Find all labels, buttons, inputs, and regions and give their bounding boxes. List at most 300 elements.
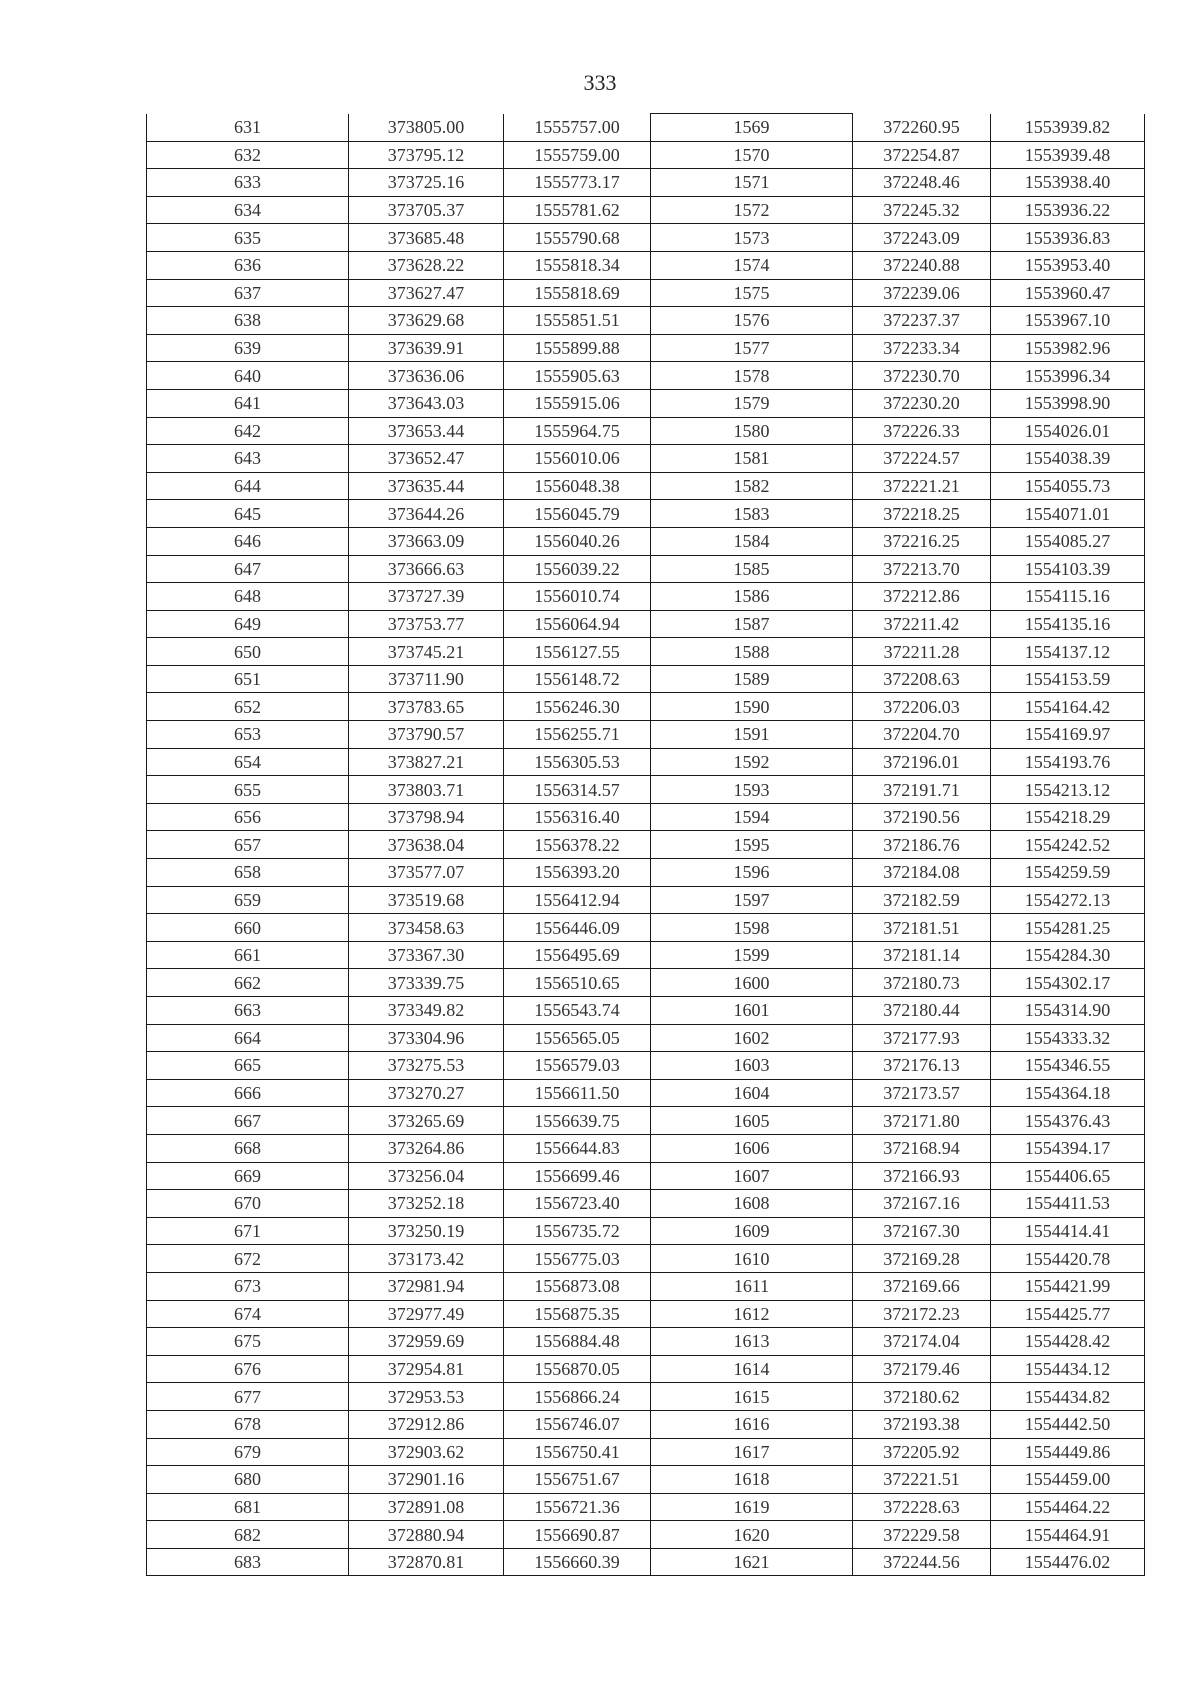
table-row (147, 748, 1145, 776)
y-coordinate-left: 1556064.94 (504, 610, 651, 638)
x-coordinate-left: 373685.48 (349, 224, 504, 252)
y-coordinate-right: 1554394.17 (991, 1134, 1145, 1162)
x-coordinate-right: 372167.16 (853, 1190, 991, 1218)
x-coordinate-left: 373798.94 (349, 803, 504, 831)
y-coordinate-left: 1555781.62 (504, 196, 651, 224)
y-coordinate-left: 1556660.39 (504, 1548, 651, 1576)
y-coordinate-right: 1554459.00 (991, 1466, 1145, 1494)
x-coordinate-right: 372221.21 (853, 472, 991, 500)
y-coordinate-right: 1554115.16 (991, 583, 1145, 611)
x-coordinate-left: 373635.44 (349, 472, 504, 500)
y-coordinate-right: 1554026.01 (991, 417, 1145, 445)
y-coordinate-right: 1553936.83 (991, 224, 1145, 252)
point-number-left: 671 (147, 1217, 349, 1245)
table-row (147, 500, 1145, 528)
x-coordinate-right: 372182.59 (853, 886, 991, 914)
point-number-left: 672 (147, 1245, 349, 1273)
table-row (147, 886, 1145, 914)
point-number-right: 1610 (651, 1245, 853, 1273)
point-number-right: 1613 (651, 1328, 853, 1356)
table-row (147, 417, 1145, 445)
table-row (147, 1466, 1145, 1494)
y-coordinate-left: 1556884.48 (504, 1328, 651, 1356)
point-number-left: 667 (147, 1107, 349, 1135)
point-number-left: 656 (147, 803, 349, 831)
x-coordinate-right: 372248.46 (853, 169, 991, 197)
y-coordinate-left: 1556751.67 (504, 1466, 651, 1494)
x-coordinate-right: 372181.51 (853, 914, 991, 942)
x-coordinate-right: 372205.92 (853, 1438, 991, 1466)
y-coordinate-right: 1554169.97 (991, 721, 1145, 749)
x-coordinate-right: 372206.03 (853, 693, 991, 721)
x-coordinate-left: 372953.53 (349, 1383, 504, 1411)
x-coordinate-right: 372230.70 (853, 362, 991, 390)
y-coordinate-right: 1553960.47 (991, 279, 1145, 307)
point-number-left: 651 (147, 665, 349, 693)
y-coordinate-left: 1556775.03 (504, 1245, 651, 1273)
y-coordinate-left: 1556565.05 (504, 1024, 651, 1052)
point-number-right: 1573 (651, 224, 853, 252)
y-coordinate-right: 1554071.01 (991, 500, 1145, 528)
point-number-right: 1616 (651, 1410, 853, 1438)
y-coordinate-left: 1556644.83 (504, 1134, 651, 1162)
point-number-right: 1599 (651, 941, 853, 969)
y-coordinate-left: 1556246.30 (504, 693, 651, 721)
x-coordinate-left: 373636.06 (349, 362, 504, 390)
x-coordinate-left: 372870.81 (349, 1548, 504, 1576)
point-number-left: 677 (147, 1383, 349, 1411)
x-coordinate-right: 372180.73 (853, 969, 991, 997)
y-coordinate-right: 1554193.76 (991, 748, 1145, 776)
x-coordinate-right: 372212.86 (853, 583, 991, 611)
point-number-left: 645 (147, 500, 349, 528)
x-coordinate-left: 372903.62 (349, 1438, 504, 1466)
table-row (147, 389, 1145, 417)
point-number-right: 1576 (651, 307, 853, 335)
y-coordinate-right: 1554314.90 (991, 997, 1145, 1025)
x-coordinate-right: 372169.28 (853, 1245, 991, 1273)
y-coordinate-right: 1554428.42 (991, 1328, 1145, 1356)
y-coordinate-left: 1556870.05 (504, 1355, 651, 1383)
x-coordinate-right: 372228.63 (853, 1493, 991, 1521)
x-coordinate-right: 372171.80 (853, 1107, 991, 1135)
point-number-left: 639 (147, 334, 349, 362)
x-coordinate-right: 372240.88 (853, 251, 991, 279)
x-coordinate-left: 373577.07 (349, 859, 504, 887)
y-coordinate-left: 1555915.06 (504, 389, 651, 417)
table-row (147, 1355, 1145, 1383)
y-coordinate-right: 1554284.30 (991, 941, 1145, 969)
point-number-left: 635 (147, 224, 349, 252)
y-coordinate-left: 1556446.09 (504, 914, 651, 942)
point-number-right: 1603 (651, 1052, 853, 1080)
point-number-right: 1581 (651, 445, 853, 473)
point-number-right: 1580 (651, 417, 853, 445)
table-row (147, 1438, 1145, 1466)
x-coordinate-left: 373629.68 (349, 307, 504, 335)
x-coordinate-left: 373628.22 (349, 251, 504, 279)
table-row (147, 693, 1145, 721)
x-coordinate-left: 373652.47 (349, 445, 504, 473)
x-coordinate-left: 373256.04 (349, 1162, 504, 1190)
point-number-left: 640 (147, 362, 349, 390)
point-number-left: 641 (147, 389, 349, 417)
table-row (147, 141, 1145, 169)
point-number-left: 643 (147, 445, 349, 473)
point-number-left: 666 (147, 1079, 349, 1107)
table-row (147, 1548, 1145, 1576)
table-row (147, 362, 1145, 390)
y-coordinate-left: 1555851.51 (504, 307, 651, 335)
y-coordinate-right: 1554213.12 (991, 776, 1145, 804)
point-number-right: 1593 (651, 776, 853, 804)
y-coordinate-right: 1554135.16 (991, 610, 1145, 638)
y-coordinate-right: 1554272.13 (991, 886, 1145, 914)
point-number-right: 1571 (651, 169, 853, 197)
point-number-left: 631 (147, 114, 349, 142)
point-number-right: 1604 (651, 1079, 853, 1107)
table-row (147, 527, 1145, 555)
x-coordinate-right: 372244.56 (853, 1548, 991, 1576)
y-coordinate-left: 1556412.94 (504, 886, 651, 914)
x-coordinate-left: 373783.65 (349, 693, 504, 721)
y-coordinate-right: 1554085.27 (991, 527, 1145, 555)
y-coordinate-right: 1554434.12 (991, 1355, 1145, 1383)
y-coordinate-right: 1553936.22 (991, 196, 1145, 224)
point-number-right: 1606 (651, 1134, 853, 1162)
y-coordinate-left: 1556378.22 (504, 831, 651, 859)
x-coordinate-right: 372254.87 (853, 141, 991, 169)
y-coordinate-right: 1554476.02 (991, 1548, 1145, 1576)
point-number-left: 683 (147, 1548, 349, 1576)
table-row (147, 776, 1145, 804)
point-number-right: 1620 (651, 1521, 853, 1549)
point-number-left: 675 (147, 1328, 349, 1356)
table-row (147, 1079, 1145, 1107)
point-number-left: 642 (147, 417, 349, 445)
x-coordinate-left: 373795.12 (349, 141, 504, 169)
point-number-right: 1614 (651, 1355, 853, 1383)
x-coordinate-left: 373644.26 (349, 500, 504, 528)
y-coordinate-left: 1556723.40 (504, 1190, 651, 1218)
point-number-right: 1596 (651, 859, 853, 887)
y-coordinate-right: 1554103.39 (991, 555, 1145, 583)
table-row (147, 1024, 1145, 1052)
point-number-left: 644 (147, 472, 349, 500)
table-row (147, 1410, 1145, 1438)
point-number-left: 674 (147, 1300, 349, 1328)
point-number-left: 652 (147, 693, 349, 721)
y-coordinate-right: 1554420.78 (991, 1245, 1145, 1273)
y-coordinate-right: 1554449.86 (991, 1438, 1145, 1466)
point-number-right: 1579 (651, 389, 853, 417)
y-coordinate-left: 1556495.69 (504, 941, 651, 969)
y-coordinate-right: 1554376.43 (991, 1107, 1145, 1135)
table-row (147, 114, 1145, 142)
y-coordinate-left: 1555790.68 (504, 224, 651, 252)
y-coordinate-right: 1554425.77 (991, 1300, 1145, 1328)
x-coordinate-right: 372172.23 (853, 1300, 991, 1328)
point-number-right: 1592 (651, 748, 853, 776)
y-coordinate-left: 1556639.75 (504, 1107, 651, 1135)
point-number-left: 634 (147, 196, 349, 224)
y-coordinate-right: 1553996.34 (991, 362, 1145, 390)
y-coordinate-right: 1554421.99 (991, 1272, 1145, 1300)
y-coordinate-left: 1556010.06 (504, 445, 651, 473)
y-coordinate-right: 1553939.48 (991, 141, 1145, 169)
y-coordinate-right: 1554164.42 (991, 693, 1145, 721)
y-coordinate-right: 1554442.50 (991, 1410, 1145, 1438)
x-coordinate-left: 373711.90 (349, 665, 504, 693)
y-coordinate-left: 1556039.22 (504, 555, 651, 583)
point-number-right: 1582 (651, 472, 853, 500)
x-coordinate-right: 372233.34 (853, 334, 991, 362)
x-coordinate-left: 373725.16 (349, 169, 504, 197)
x-coordinate-left: 373753.77 (349, 610, 504, 638)
x-coordinate-left: 373727.39 (349, 583, 504, 611)
x-coordinate-right: 372169.66 (853, 1272, 991, 1300)
table-row (147, 859, 1145, 887)
x-coordinate-right: 372168.94 (853, 1134, 991, 1162)
table-row (147, 169, 1145, 197)
x-coordinate-left: 372912.86 (349, 1410, 504, 1438)
y-coordinate-right: 1554464.22 (991, 1493, 1145, 1521)
table-row (147, 445, 1145, 473)
x-coordinate-right: 372180.44 (853, 997, 991, 1025)
y-coordinate-right: 1554137.12 (991, 638, 1145, 666)
y-coordinate-left: 1556690.87 (504, 1521, 651, 1549)
point-number-right: 1607 (651, 1162, 853, 1190)
y-coordinate-right: 1554055.73 (991, 472, 1145, 500)
x-coordinate-left: 372880.94 (349, 1521, 504, 1549)
x-coordinate-left: 372954.81 (349, 1355, 504, 1383)
point-number-left: 679 (147, 1438, 349, 1466)
point-number-left: 664 (147, 1024, 349, 1052)
point-number-right: 1590 (651, 693, 853, 721)
y-coordinate-left: 1555818.69 (504, 279, 651, 307)
x-coordinate-left: 373643.03 (349, 389, 504, 417)
y-coordinate-left: 1556611.50 (504, 1079, 651, 1107)
table-row (147, 555, 1145, 583)
point-number-right: 1609 (651, 1217, 853, 1245)
point-number-right: 1587 (651, 610, 853, 638)
point-number-left: 636 (147, 251, 349, 279)
point-number-right: 1584 (651, 527, 853, 555)
x-coordinate-left: 373275.53 (349, 1052, 504, 1080)
x-coordinate-right: 372226.33 (853, 417, 991, 445)
point-number-left: 632 (147, 141, 349, 169)
table-row (147, 1328, 1145, 1356)
point-number-right: 1569 (651, 114, 853, 142)
x-coordinate-left: 373639.91 (349, 334, 504, 362)
point-number-right: 1588 (651, 638, 853, 666)
y-coordinate-left: 1556255.71 (504, 721, 651, 749)
point-number-left: 668 (147, 1134, 349, 1162)
y-coordinate-right: 1554333.32 (991, 1024, 1145, 1052)
table-row (147, 472, 1145, 500)
x-coordinate-left: 373790.57 (349, 721, 504, 749)
point-number-right: 1570 (651, 141, 853, 169)
point-number-left: 655 (147, 776, 349, 804)
x-coordinate-right: 372193.38 (853, 1410, 991, 1438)
table-row (147, 1245, 1145, 1273)
y-coordinate-right: 1553953.40 (991, 251, 1145, 279)
x-coordinate-right: 372237.37 (853, 307, 991, 335)
x-coordinate-right: 372239.06 (853, 279, 991, 307)
x-coordinate-left: 373265.69 (349, 1107, 504, 1135)
point-number-left: 669 (147, 1162, 349, 1190)
x-coordinate-left: 373349.82 (349, 997, 504, 1025)
point-number-right: 1574 (651, 251, 853, 279)
table-row (147, 1300, 1145, 1328)
table-row (147, 224, 1145, 252)
y-coordinate-left: 1556875.35 (504, 1300, 651, 1328)
point-number-right: 1617 (651, 1438, 853, 1466)
point-number-right: 1575 (651, 279, 853, 307)
x-coordinate-right: 372208.63 (853, 665, 991, 693)
x-coordinate-left: 373173.42 (349, 1245, 504, 1273)
x-coordinate-left: 373339.75 (349, 969, 504, 997)
y-coordinate-left: 1556127.55 (504, 638, 651, 666)
y-coordinate-left: 1556699.46 (504, 1162, 651, 1190)
x-coordinate-right: 372230.20 (853, 389, 991, 417)
point-number-right: 1594 (651, 803, 853, 831)
table-row (147, 1272, 1145, 1300)
x-coordinate-right: 372179.46 (853, 1355, 991, 1383)
y-coordinate-right: 1554464.91 (991, 1521, 1145, 1549)
y-coordinate-left: 1556148.72 (504, 665, 651, 693)
y-coordinate-left: 1556579.03 (504, 1052, 651, 1080)
point-number-right: 1578 (651, 362, 853, 390)
point-number-right: 1602 (651, 1024, 853, 1052)
y-coordinate-right: 1554414.41 (991, 1217, 1145, 1245)
point-number-left: 659 (147, 886, 349, 914)
x-coordinate-right: 372229.58 (853, 1521, 991, 1549)
x-coordinate-right: 372204.70 (853, 721, 991, 749)
table-row (147, 997, 1145, 1025)
x-coordinate-right: 372221.51 (853, 1466, 991, 1494)
y-coordinate-left: 1556543.74 (504, 997, 651, 1025)
y-coordinate-right: 1554302.17 (991, 969, 1145, 997)
table-row (147, 334, 1145, 362)
point-number-left: 663 (147, 997, 349, 1025)
y-coordinate-left: 1556750.41 (504, 1438, 651, 1466)
point-number-left: 653 (147, 721, 349, 749)
point-number-right: 1572 (651, 196, 853, 224)
point-number-right: 1589 (651, 665, 853, 693)
table-row (147, 610, 1145, 638)
x-coordinate-left: 373805.00 (349, 114, 504, 142)
y-coordinate-right: 1554218.29 (991, 803, 1145, 831)
x-coordinate-left: 373367.30 (349, 941, 504, 969)
y-coordinate-left: 1556040.26 (504, 527, 651, 555)
y-coordinate-left: 1556048.38 (504, 472, 651, 500)
table-row (147, 1052, 1145, 1080)
table-row (147, 941, 1145, 969)
y-coordinate-left: 1556721.36 (504, 1493, 651, 1521)
x-coordinate-left: 373803.71 (349, 776, 504, 804)
x-coordinate-right: 372213.70 (853, 555, 991, 583)
x-coordinate-right: 372218.25 (853, 500, 991, 528)
y-coordinate-left: 1556873.08 (504, 1272, 651, 1300)
x-coordinate-right: 372176.13 (853, 1052, 991, 1080)
point-number-right: 1591 (651, 721, 853, 749)
y-coordinate-right: 1554406.65 (991, 1162, 1145, 1190)
y-coordinate-left: 1556316.40 (504, 803, 651, 831)
table-row (147, 969, 1145, 997)
table-row (147, 1493, 1145, 1521)
x-coordinate-left: 373264.86 (349, 1134, 504, 1162)
point-number-left: 633 (147, 169, 349, 197)
point-number-right: 1577 (651, 334, 853, 362)
point-number-left: 638 (147, 307, 349, 335)
y-coordinate-left: 1555818.34 (504, 251, 651, 279)
y-coordinate-right: 1553998.90 (991, 389, 1145, 417)
x-coordinate-left: 373827.21 (349, 748, 504, 776)
point-number-right: 1618 (651, 1466, 853, 1494)
point-number-left: 658 (147, 859, 349, 887)
y-coordinate-right: 1554153.59 (991, 665, 1145, 693)
point-number-left: 650 (147, 638, 349, 666)
point-number-right: 1597 (651, 886, 853, 914)
table-row (147, 721, 1145, 749)
point-number-right: 1619 (651, 1493, 853, 1521)
y-coordinate-left: 1555905.63 (504, 362, 651, 390)
x-coordinate-right: 372216.25 (853, 527, 991, 555)
point-number-left: 654 (147, 748, 349, 776)
point-number-right: 1598 (651, 914, 853, 942)
coordinates-table (146, 113, 1145, 1576)
point-number-right: 1595 (651, 831, 853, 859)
point-number-left: 673 (147, 1272, 349, 1300)
x-coordinate-left: 373519.68 (349, 886, 504, 914)
x-coordinate-right: 372180.62 (853, 1383, 991, 1411)
y-coordinate-left: 1556393.20 (504, 859, 651, 887)
point-number-left: 682 (147, 1521, 349, 1549)
y-coordinate-right: 1553967.10 (991, 307, 1145, 335)
table-row (147, 1190, 1145, 1218)
y-coordinate-left: 1556045.79 (504, 500, 651, 528)
table-row (147, 1217, 1145, 1245)
x-coordinate-left: 373250.19 (349, 1217, 504, 1245)
y-coordinate-right: 1554411.53 (991, 1190, 1145, 1218)
point-number-left: 647 (147, 555, 349, 583)
table-row (147, 279, 1145, 307)
table-row (147, 196, 1145, 224)
x-coordinate-right: 372186.76 (853, 831, 991, 859)
point-number-left: 678 (147, 1410, 349, 1438)
y-coordinate-left: 1555757.00 (504, 114, 651, 142)
point-number-left: 648 (147, 583, 349, 611)
y-coordinate-right: 1554038.39 (991, 445, 1145, 473)
coordinates-table-body (147, 114, 1145, 1576)
point-number-left: 657 (147, 831, 349, 859)
point-number-left: 649 (147, 610, 349, 638)
table-row (147, 583, 1145, 611)
x-coordinate-left: 373304.96 (349, 1024, 504, 1052)
y-coordinate-left: 1555759.00 (504, 141, 651, 169)
x-coordinate-left: 373666.63 (349, 555, 504, 583)
point-number-right: 1583 (651, 500, 853, 528)
y-coordinate-right: 1554281.25 (991, 914, 1145, 942)
x-coordinate-left: 373270.27 (349, 1079, 504, 1107)
y-coordinate-left: 1556866.24 (504, 1383, 651, 1411)
table-row (147, 831, 1145, 859)
y-coordinate-right: 1553982.96 (991, 334, 1145, 362)
point-number-left: 646 (147, 527, 349, 555)
x-coordinate-left: 373663.09 (349, 527, 504, 555)
table-row (147, 307, 1145, 335)
